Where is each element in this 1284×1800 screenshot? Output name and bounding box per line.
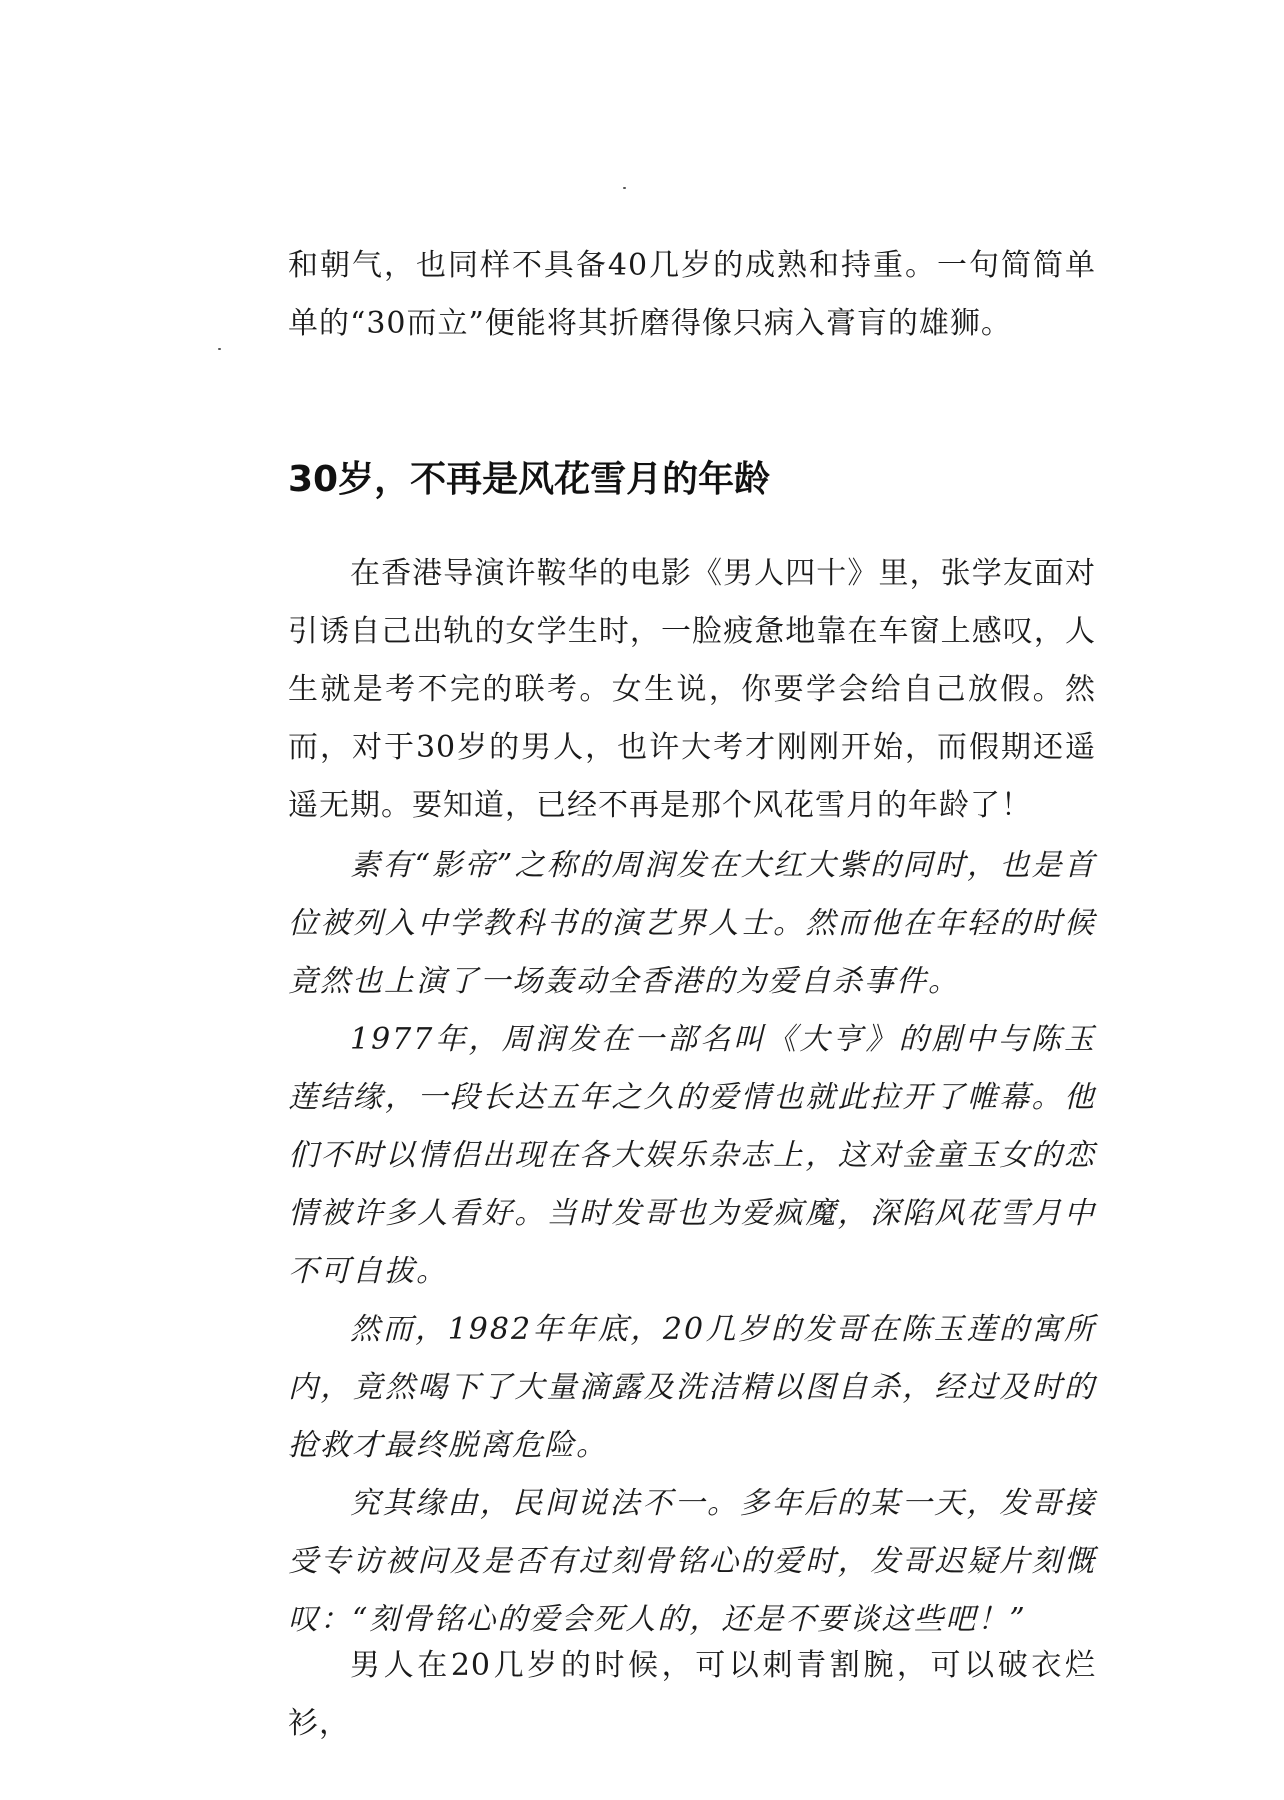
intro-paragraph: 和朝气，也同样不具备40几岁的成熟和持重。一句简简单单的“30而立”便能将其折磨得像只病入膏肓的雄狮。 xyxy=(288,248,1096,341)
story-paragraph-2: 1977年，周润发在一部名叫《大亨》的剧中与陈玉莲结缘，一段长达五年之久的爱情也就此拉开了帷幕。他们不时以情侣出现在各大娱乐杂志上，这对金童玉女的恋情被许多人看好。当时发哥也为爱疯魔，深陷风花雪月中不可自拔。 xyxy=(288,1022,1096,1289)
section-heading: 30岁，不再是风花雪月的年龄 xyxy=(288,459,771,500)
story-paragraph-4: 究其缘由，民间说法不一。多年后的某一天，发哥接受专访被问及是否有过刻骨铭心的爱时，发哥迟疑片刻慨叹：“刻骨铭心的爱会死人的，还是不要谈这些吧！” xyxy=(288,1486,1096,1637)
section-body xyxy=(288,545,1096,835)
story-paragraph-1: 素有“影帝”之称的周润发在大红大紫的同时，也是首位被列入中学教科书的演艺界人士。然而他在年轻的时候竟然也上演了一场轰动全香港的为爱自杀事件。 xyxy=(288,848,1096,999)
scan-speck xyxy=(218,348,221,350)
intro-block xyxy=(288,237,1096,353)
scan-speck xyxy=(623,187,626,189)
story-block xyxy=(288,837,1096,1649)
closing-block xyxy=(288,1637,1096,1753)
closing-paragraph: 男人在20几岁的时候，可以刺青割腕，可以破衣烂衫， xyxy=(288,1648,1096,1741)
story-paragraph-3: 然而，1982年年底，20几岁的发哥在陈玉莲的寓所内，竟然喝下了大量滴露及洗洁精以图自杀，经过及时的抢救才最终脱离危险。 xyxy=(288,1312,1096,1463)
section-paragraph: 在香港导演许鞍华的电影《男人四十》里，张学友面对引诱自己出轨的女学生时，一脸疲惫地靠在车窗上感叹，人生就是考不完的联考。女生说，你要学会给自己放假。然而，对于30岁的男人，也许大考才刚刚开始，而假期还遥遥无期。要知道，已经不再是那个风花雪月的年龄了！ xyxy=(288,556,1096,823)
